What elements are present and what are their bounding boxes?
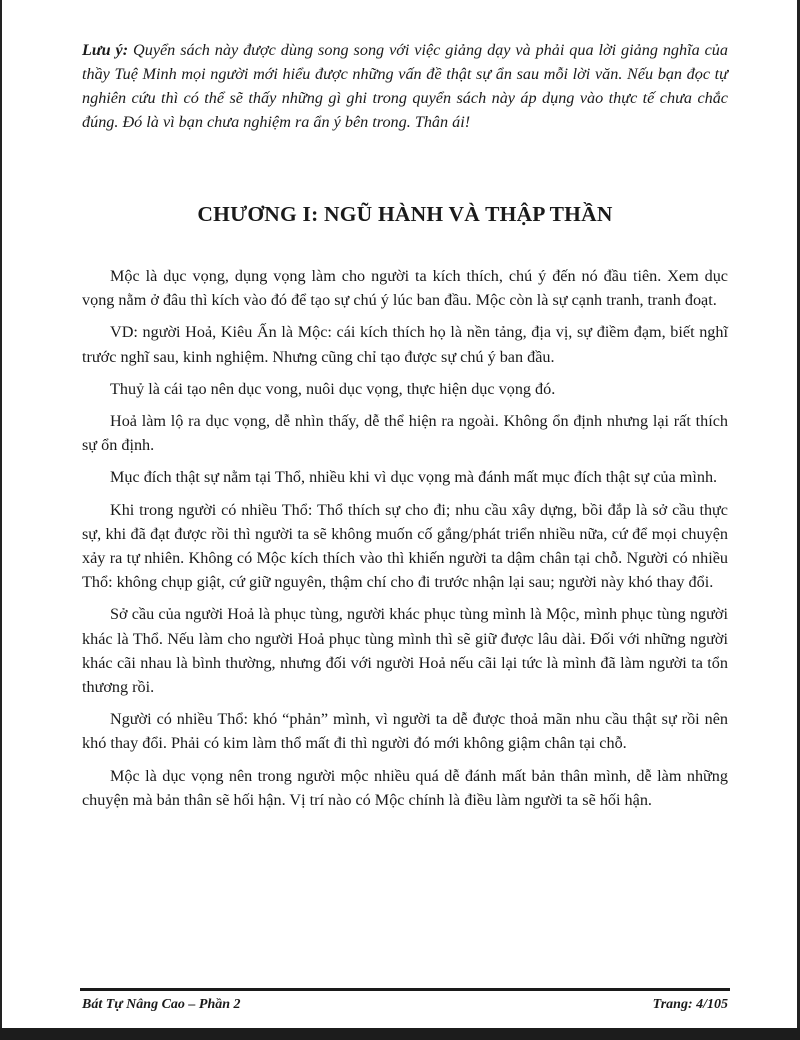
paragraph-4: Hoả làm lộ ra dục vọng, dễ nhìn thấy, dễ thể hiện ra ngoài. Không ổn định nhưng lại rất thích sự ổn định. [82, 412, 728, 455]
footer-page-number: Trang: 4/105 [652, 997, 728, 1012]
paragraph-2: VD: người Hoả, Kiêu Ấn là Mộc: cái kích thích họ là nền tảng, địa vị, sự điềm đạm, biết nghĩ trước nghĩ sau, kinh nghiệm. Nhưng cũng chỉ tạo được sự chú ý ban đầu. [82, 323, 728, 366]
paragraph-3: Thuỷ là cái tạo nên dục vong, nuôi dục vọng, thực hiện dục vọng đó. [110, 379, 556, 398]
footer-book-title: Bát Tự Nâng Cao – Phần 2 [82, 997, 241, 1012]
bottom-edge-band [0, 1028, 800, 1040]
paragraph-6: Khi trong người có nhiều Thổ: Thổ thích sự cho đi; nhu cầu xây dựng, bồi đắp là sở cầu thực sự, khi đã đạt được rồi thì người ta sẽ không muốn cố gắng/phát triển nhiều nữa, cứ để mọi chuyện xảy ra tự nhiên. Không có Mộc kích thích vào thì khiến người ta dậm chân tại chỗ. Người có nhiều Thổ: không chụp giật, cứ giữ nguyên, thậm chí cho đi trước nhận lại sau; người này khó thay đổi. [82, 500, 728, 592]
page-left-border [0, 0, 2, 1040]
paragraph-8: Người có nhiều Thổ: khó “phản” mình, vì người ta dễ được thoả mãn nhu cầu thật sự rồi nên khó thay đổi. Phải có kim làm thổ mất đi thì người đó mới không giậm chân tại chỗ. [82, 710, 728, 753]
chapter-title: CHƯƠNG I: NGŨ HÀNH VÀ THẬP THẦN [197, 202, 613, 226]
note-paragraph [82, 38, 728, 134]
paragraph-9: Mộc là dục vọng nên trong người mộc nhiều quá dễ đánh mất bản thân mình, dễ làm những chuyện mà bản thân sẽ hối hận. Vị trí nào có Mộc chính là điều làm người ta sẽ hối hận. [82, 766, 728, 809]
paragraph-1: Mộc là dục vọng, dụng vọng làm cho người ta kích thích, chú ý đến nó đầu tiên. Xem dục vọng nằm ở đâu thì kích vào đó để tạo sự chú ý lúc ban đầu. Mộc còn là sự cạnh tranh, tranh đoạt. [82, 267, 728, 310]
note-label: Lưu ý: [82, 41, 129, 59]
footer-divider [80, 988, 730, 991]
paragraph-5: Mục đích thật sự nằm tại Thổ, nhiều khi vì dục vọng mà đánh mất mục đích thật sự của mình. [110, 468, 718, 487]
note-text: Quyển sách này được dùng song song với việc giảng dạy và phải qua lời giảng nghĩa của thầy Tuệ Minh mọi người mới hiểu được những vấn đề thật sự ẩn sau mỗi lời văn. Nếu bạn đọc tự nghiên cứu thì có thể sẽ thấy những gì ghi trong quyển sách này áp dụng vào thực tế chưa chắc đúng. Đó là vì bạn chưa nghiệm ra ẩn ý bên trong. Thân ái! [82, 41, 728, 131]
paragraph-7: Sở cầu của người Hoả là phục tùng, người khác phục tùng mình là Mộc, mình phục tùng người khác là Thổ. Nếu làm cho người Hoả phục tùng mình thì sẽ giữ được lâu dài. Đối với những người khác cãi nhau là bình thường, nhưng đối với người Hoả nếu cãi lại tức là mình đã làm người ta tổn thương rồi. [82, 605, 728, 697]
body-text [82, 264, 728, 820]
